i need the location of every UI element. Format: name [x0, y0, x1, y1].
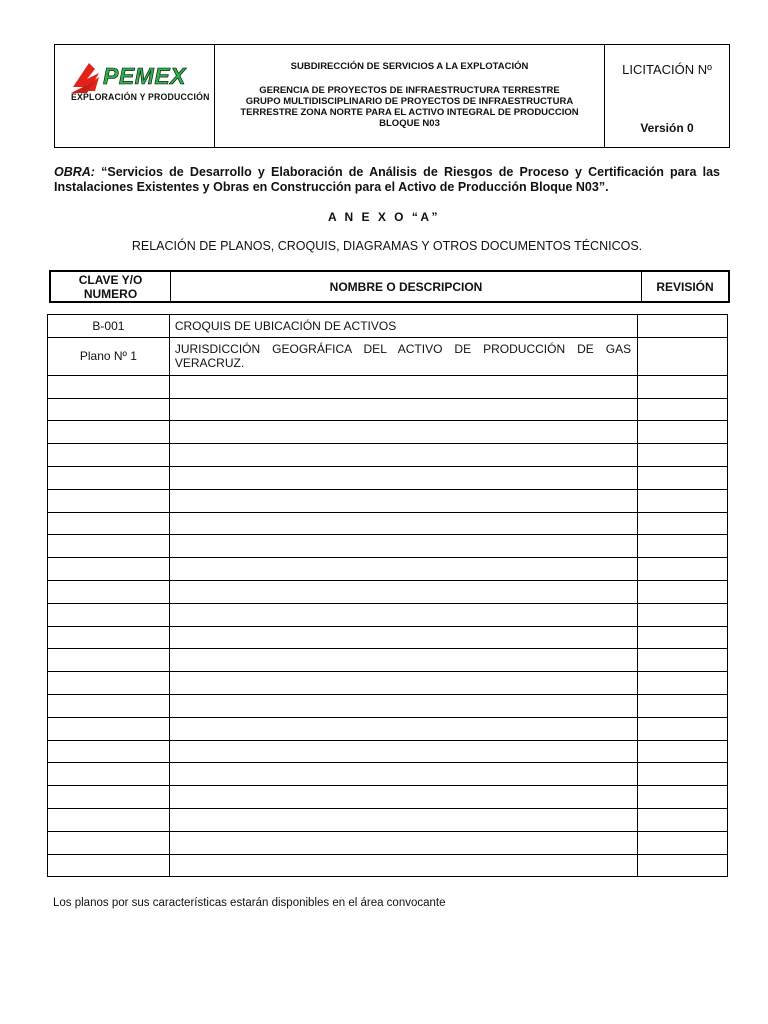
cell-clave	[48, 580, 170, 603]
cell-nombre	[169, 603, 637, 626]
table-row	[48, 337, 728, 375]
table-row	[48, 315, 728, 338]
cell-revision	[638, 786, 728, 809]
table-row	[48, 580, 728, 603]
cell-clave	[48, 740, 170, 763]
cell-clave	[48, 649, 170, 672]
cell-clave	[48, 489, 170, 512]
cell-revision	[638, 337, 728, 375]
table-row	[48, 786, 728, 809]
header-title-block	[214, 45, 605, 147]
table-row	[48, 672, 728, 695]
cell-revision	[638, 558, 728, 581]
cell-clave	[48, 626, 170, 649]
cell-nombre	[169, 444, 637, 467]
table-row	[48, 444, 728, 467]
table-row	[48, 421, 728, 444]
cell-clave	[48, 444, 170, 467]
cell-nombre	[169, 466, 637, 489]
cell-revision	[638, 626, 728, 649]
gerencia-line: GERENCIA DE PROYECTOS DE INFRAESTRUCTURA TERRESTRE	[259, 85, 560, 96]
cell-nombre	[169, 626, 637, 649]
table-row	[48, 535, 728, 558]
cell-nombre	[169, 854, 637, 877]
cell-nombre	[169, 740, 637, 763]
cell-clave	[48, 535, 170, 558]
cell-clave	[48, 672, 170, 695]
logo-subtitle: EXPLORACIÓN Y PRODUCCIÓN	[71, 92, 210, 103]
cell-clave	[48, 854, 170, 877]
table-row	[48, 717, 728, 740]
cell-revision	[638, 694, 728, 717]
cell-clave	[48, 763, 170, 786]
cell-nombre	[169, 489, 637, 512]
cell-clave	[48, 808, 170, 831]
cell-clave	[48, 398, 170, 421]
cell-revision	[638, 854, 728, 877]
table-row	[48, 626, 728, 649]
table-row	[48, 466, 728, 489]
logo-cell	[54, 45, 214, 147]
cell-nombre	[169, 717, 637, 740]
table-row	[48, 854, 728, 877]
cell-clave	[48, 421, 170, 444]
table-header	[49, 270, 730, 303]
cell-nombre	[169, 512, 637, 535]
table-row	[48, 512, 728, 535]
table-row	[48, 398, 728, 421]
cell-revision	[638, 489, 728, 512]
anexo-title: A N E X O “A”	[327, 210, 441, 224]
cell-revision	[638, 421, 728, 444]
table-row	[48, 740, 728, 763]
document-header	[54, 44, 730, 148]
table-row	[48, 649, 728, 672]
table-row	[48, 603, 728, 626]
relacion-subtitle: RELACIÓN DE PLANOS, CROQUIS, DIAGRAMAS Y OTROS DOCUMENTOS TÉCNICOS.	[131, 239, 643, 253]
version-label: Versión 0	[640, 121, 694, 135]
cell-nombre	[169, 558, 637, 581]
table-row	[48, 375, 728, 398]
cell-revision	[638, 535, 728, 558]
cell-revision	[638, 315, 728, 338]
cell-nombre	[169, 786, 637, 809]
cell-revision	[638, 466, 728, 489]
cell-revision	[638, 672, 728, 695]
cell-clave: Plano Nº 1	[48, 337, 170, 375]
cell-nombre	[169, 694, 637, 717]
documents-table	[47, 314, 728, 877]
cell-nombre	[169, 398, 637, 421]
obra-text: “Servicios de Desarrollo y Elaboración de Análisis de Riesgos de Proceso y Certificación para las Instalaciones Existentes y Obras en Construcción para el Activo de Producción Bloque N03”.	[54, 165, 720, 194]
cell-revision	[638, 831, 728, 854]
cell-clave	[48, 466, 170, 489]
cell-nombre	[169, 649, 637, 672]
gerencia-line: GRUPO MULTIDISCIPLINARIO DE PROYECTOS DE INFRAESTRUCTURA	[245, 96, 574, 107]
cell-revision	[638, 603, 728, 626]
licitacion-label: LICITACIÓN Nº	[622, 62, 712, 77]
cell-nombre: CROQUIS DE UBICACIÓN DE ACTIVOS	[169, 315, 637, 338]
column-header-nombre: NOMBRE O DESCRIPCION	[170, 272, 641, 301]
cell-clave	[48, 558, 170, 581]
table-row	[48, 489, 728, 512]
licitacion-block	[605, 45, 729, 147]
cell-nombre	[169, 580, 637, 603]
footnote: Los planos por sus características estarán disponibles en el área convocante	[53, 897, 446, 909]
cell-nombre	[169, 808, 637, 831]
cell-revision	[638, 444, 728, 467]
subdireccion-title: SUBDIRECCIÓN DE SERVICIOS A LA EXPLOTACIÓN	[290, 61, 529, 72]
cell-nombre	[169, 421, 637, 444]
column-header-revision: REVISIÓN	[641, 272, 728, 301]
obra-paragraph	[54, 165, 720, 195]
cell-revision	[638, 717, 728, 740]
cell-revision	[638, 649, 728, 672]
cell-revision	[638, 398, 728, 421]
cell-revision	[638, 740, 728, 763]
cell-revision	[638, 580, 728, 603]
table-row	[48, 694, 728, 717]
cell-revision	[638, 808, 728, 831]
table-row	[48, 831, 728, 854]
cell-nombre	[169, 535, 637, 558]
cell-clave	[48, 603, 170, 626]
gerencia-line: BLOQUE N03	[379, 118, 440, 129]
cell-nombre	[169, 763, 637, 786]
cell-nombre	[169, 375, 637, 398]
cell-clave	[48, 717, 170, 740]
cell-revision	[638, 375, 728, 398]
cell-clave: B-001	[48, 315, 170, 338]
cell-nombre: JURISDICCIÓN GEOGRÁFICA DEL ACTIVO DE PRODUCCIÓN DE GAS VERACRUZ.	[169, 337, 637, 375]
cell-revision	[638, 763, 728, 786]
cell-clave	[48, 375, 170, 398]
cell-revision	[638, 512, 728, 535]
column-header-clave: CLAVE Y/O NUMERO	[78, 272, 143, 301]
cell-clave	[48, 512, 170, 535]
cell-nombre	[169, 672, 637, 695]
obra-label: OBRA:	[54, 165, 95, 179]
cell-clave	[48, 786, 170, 809]
cell-clave	[48, 831, 170, 854]
table-row	[48, 558, 728, 581]
table-row	[48, 808, 728, 831]
cell-clave	[48, 694, 170, 717]
cell-nombre	[169, 831, 637, 854]
table-row	[48, 763, 728, 786]
gerencia-line: TERRESTRE ZONA NORTE PARA EL ACTIVO INTEGRAL DE PRODUCCION	[240, 107, 579, 118]
logo-wordmark: PEMEX	[103, 63, 187, 89]
